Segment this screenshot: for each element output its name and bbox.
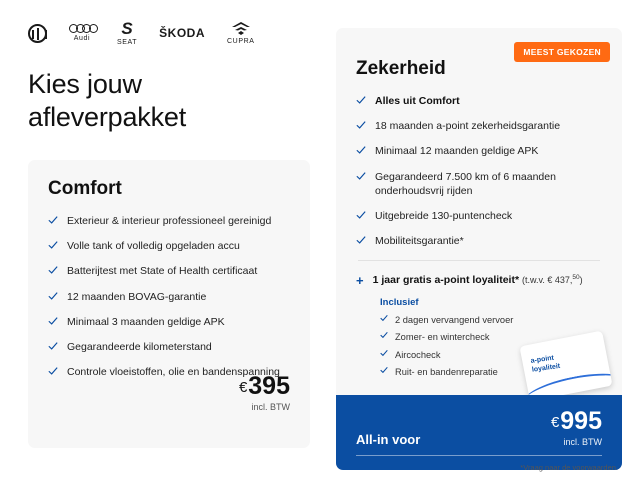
comfort-feature-text: Gegarandeerde kilometerstand (67, 340, 212, 353)
divider (358, 260, 600, 261)
comfort-feature-text: Controle vloeistoffen, olie en bandenspanning (67, 366, 280, 379)
check-icon (356, 95, 366, 105)
brand-cupra (227, 21, 255, 45)
comfort-feature-text: Exterieur & interieur professioneel gereinigd (67, 215, 272, 227)
skoda-logo: ŠKODA (159, 26, 206, 40)
list-item (48, 340, 290, 354)
plus-icon: + (356, 273, 364, 289)
comfort-feature-text: Batterijtest met State of Health certificaat (67, 265, 258, 278)
loyalty-value-prefix: (t.w.v. € 437, (521, 275, 573, 286)
allin-price-note: incl. BTW (563, 436, 602, 447)
zekerheid-feature-text: Gegarandeerd 7.500 km of 6 maanden onderhoudsvrij rijden (375, 170, 556, 197)
list-item (380, 314, 602, 326)
list-item (356, 119, 602, 133)
allin-label: All-in voor (356, 431, 421, 447)
loyalty-value-suffix: ) (579, 275, 583, 286)
allin-price (550, 406, 602, 435)
allin-price-block (550, 406, 602, 447)
page-title-line2: afleverpakket (28, 101, 186, 132)
list-item (48, 290, 290, 304)
divider (356, 455, 602, 456)
zekerheid-feature-text: 18 maanden a-point zekerheidsgarantie (375, 120, 561, 133)
zekerheid-feature-text: Mobiliteitsgarantie* (375, 235, 464, 248)
seat-s-logo: S (121, 19, 133, 38)
comfort-card-wrapper (28, 160, 310, 448)
loyalty-value (522, 275, 583, 285)
check-icon (48, 316, 58, 326)
check-icon (48, 291, 58, 301)
inclusief-item-text: 2 dagen vervangend vervoer (395, 315, 514, 326)
comfort-feature-text: 12 maanden BOVAG-garantie (67, 290, 207, 303)
check-icon (48, 366, 58, 376)
package-card-zekerheid[interactable] (336, 28, 622, 470)
status-badge: MEEST GEKOZEN (514, 42, 610, 62)
brand-seat (117, 20, 137, 46)
list-item (48, 214, 290, 228)
comfort-price-block (239, 374, 290, 412)
list-item (48, 315, 290, 329)
list-item (356, 234, 602, 248)
inclusief-label: Inclusief (380, 297, 419, 309)
zekerheid-body (336, 28, 622, 389)
inclusief-item-text: Ruit- en bandenreparatie (395, 366, 498, 377)
seat-wordmark: SEAT (117, 39, 138, 46)
loyalty-row (356, 273, 602, 287)
check-icon (380, 349, 388, 357)
check-icon (356, 120, 366, 130)
check-icon (48, 341, 58, 351)
comfort-title: Comfort (48, 178, 122, 199)
zekerheid-feature-text: Alles uit Comfort (375, 95, 460, 107)
check-icon (48, 240, 58, 250)
audi-wordmark: Audi (73, 35, 91, 42)
allin-price-value: 995 (560, 406, 602, 435)
package-card-comfort[interactable] (28, 160, 310, 448)
footnote: *Vraag naar de voorwaarden. (520, 463, 618, 472)
check-icon (380, 366, 388, 374)
list-item (48, 264, 290, 278)
loyalty-card-line2: loyaliteit (531, 362, 561, 374)
loyalty-title: 1 jaar gratis a-point loyaliteit* (372, 274, 520, 287)
check-icon (356, 210, 366, 220)
check-icon (356, 171, 366, 181)
list-item (356, 144, 602, 158)
comfort-feature-text: Volle tank of volledig opgeladen accu (67, 240, 240, 253)
zekerheid-feature-text: Uitgebreide 130-puntencheck (375, 209, 513, 222)
cupra-logo (228, 21, 254, 36)
check-icon (380, 314, 388, 322)
zekerheid-feature-text: Minimaal 12 maanden geldige APK (375, 145, 539, 158)
volkswagen-logo (28, 24, 47, 43)
comfort-price (239, 374, 290, 399)
list-item (356, 209, 602, 223)
currency-symbol: € (238, 379, 248, 396)
inclusief-item-text: Zomer- en wintercheck (395, 332, 490, 343)
comfort-price-value: 395 (248, 372, 290, 400)
zekerheid-feature-list (356, 94, 602, 248)
list-item (356, 170, 602, 198)
loyalty-value-sup: 50 (572, 274, 580, 282)
audi-rings-logo (69, 24, 95, 33)
check-icon (48, 265, 58, 275)
cupra-wordmark: CUPRA (227, 38, 255, 45)
allin-price-bar (336, 395, 622, 470)
check-icon (48, 215, 58, 225)
check-icon (356, 145, 366, 155)
brand-audi (69, 24, 95, 42)
list-item (356, 94, 602, 108)
comfort-feature-text: Minimaal 3 maanden geldige APK (67, 315, 225, 328)
currency-symbol: € (550, 413, 560, 431)
zekerheid-title: Zekerheid (356, 58, 446, 79)
loyalty-text (373, 273, 583, 287)
loyalty-card-line1: a-point (530, 354, 555, 365)
page-title-line1: Kies jouw (28, 69, 142, 99)
comfort-feature-list (48, 214, 290, 379)
check-icon (380, 331, 388, 339)
allin-row (356, 406, 602, 447)
check-icon (356, 235, 366, 245)
loyalty-card-text (530, 354, 561, 375)
brand-skoda (159, 26, 205, 40)
comfort-price-note: incl. BTW (251, 402, 290, 412)
list-item (48, 239, 290, 253)
inclusief-item-text: Aircocheck (395, 349, 441, 360)
brand-volkswagen (28, 24, 47, 43)
